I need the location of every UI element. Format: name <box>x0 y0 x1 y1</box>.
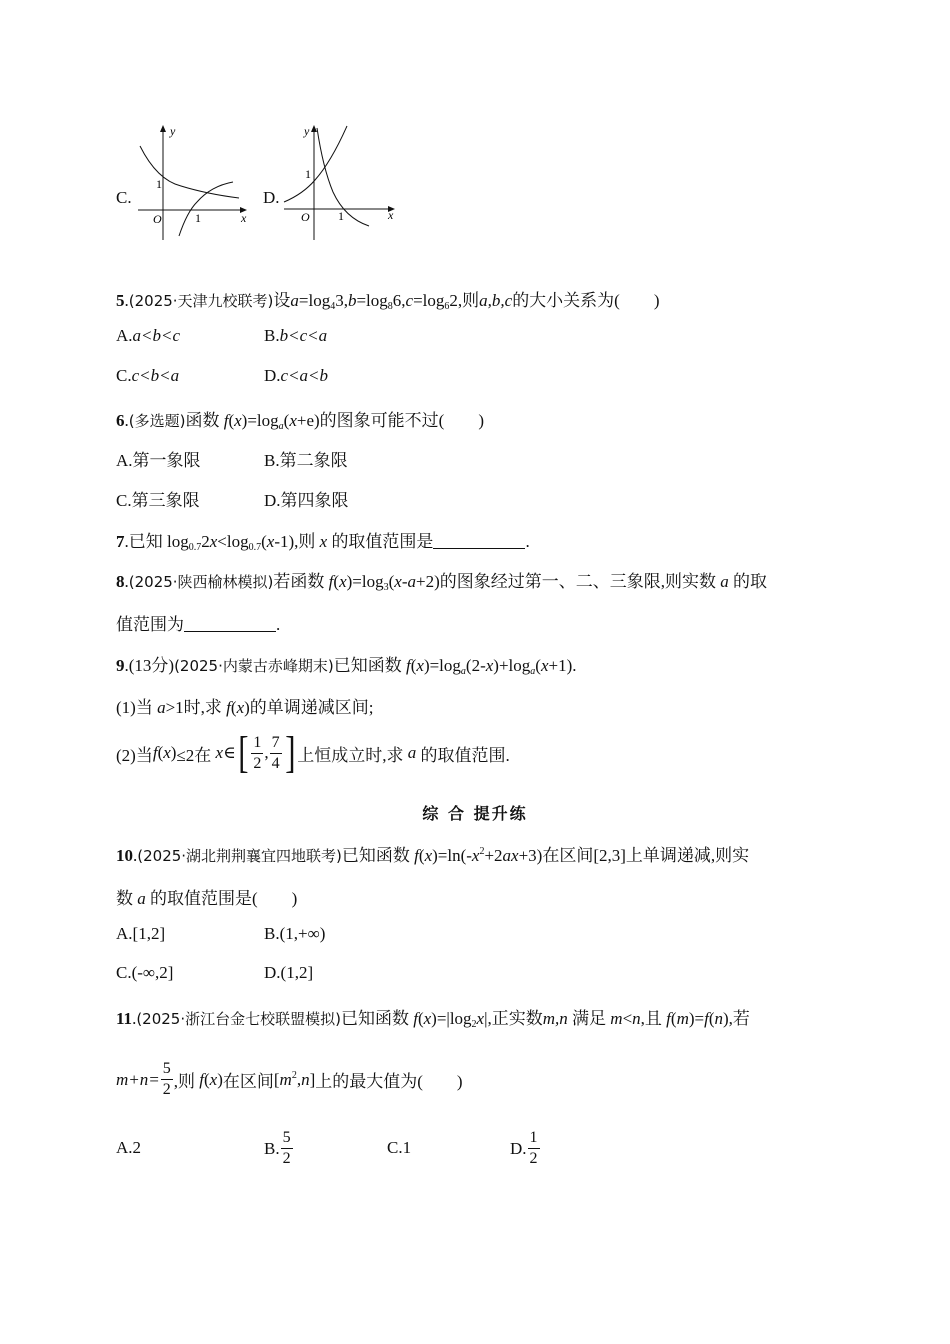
fraction-one-half-option <box>528 1130 540 1167</box>
fraction-denominator: 2 <box>253 754 262 772</box>
question-11-vars: m,n <box>542 1009 568 1028</box>
q10-option-a[interactable]: A.[1,2] <box>116 924 166 943</box>
d-x-one-label: 1 <box>338 209 344 223</box>
fraction-five-halves <box>161 1061 173 1098</box>
question-5-then: ,则 <box>457 291 480 310</box>
fraction-numerator: 1 <box>528 1130 540 1149</box>
question-5-vars: a,b,c <box>479 291 513 310</box>
question-8-text: 若函数 <box>273 572 325 591</box>
question-7-stem <box>116 527 530 552</box>
question-5-tail: 的大小关系为( ) <box>512 291 660 310</box>
question-8-line1-end: 的取 <box>732 572 767 591</box>
question-8-line2 <box>116 610 280 635</box>
question-11-mid: ,正实数 <box>487 1009 543 1028</box>
question-11-satisfy: 满足 <box>572 1009 607 1028</box>
question-9-number: 9 <box>116 656 125 675</box>
q5-option-b-label: B. <box>264 326 280 345</box>
d-origin-label: O <box>301 210 310 224</box>
question-9-part-2-in: ∈ <box>223 743 236 762</box>
q11-option-c[interactable]: C.1 <box>387 1138 412 1157</box>
question-8-end: . <box>276 615 281 634</box>
question-9-score: (13分) <box>128 656 175 675</box>
left-bracket: [ <box>237 728 249 777</box>
q5-option-a-label: A. <box>116 326 133 345</box>
question-10-number: 10 <box>116 846 133 865</box>
question-5-stem <box>116 286 660 311</box>
q11-option-b[interactable] <box>264 1130 294 1167</box>
question-11-and: ,且 <box>640 1009 662 1028</box>
question-7-then: ,则 <box>294 532 316 551</box>
question-7-number: 7 <box>116 532 125 551</box>
question-9-text: 已知函数 <box>333 656 402 675</box>
question-9-part-1-cond: >1时,求 <box>165 698 222 717</box>
question-6-stem <box>116 406 484 431</box>
question-7-end: . <box>525 532 530 551</box>
q5-option-d[interactable] <box>264 366 328 386</box>
question-11-in-interval: 在区间 <box>222 1072 274 1091</box>
c-y-axis-label: y <box>170 124 176 138</box>
question-7-tail: 的取值范围是 <box>331 532 434 551</box>
q6-option-a[interactable]: A.第一象限 <box>116 451 201 470</box>
question-10-text: 已知函数 <box>341 846 410 865</box>
right-bracket: ] <box>284 728 296 777</box>
question-9-dot: . <box>124 656 129 675</box>
fraction-denominator: 2 <box>529 1150 538 1167</box>
question-8-source: (2025·陕西榆林模拟) <box>128 573 274 591</box>
fraction-numerator: 5 <box>281 1130 293 1149</box>
question-6-text: 函数 <box>185 411 220 430</box>
q6-option-b[interactable]: B.第二象限 <box>264 451 348 470</box>
question-5-dot: . <box>124 291 129 310</box>
c-origin-label: O <box>153 212 162 226</box>
question-9-part-2-func: f(x) <box>152 743 177 762</box>
question-9-source: (2025·内蒙古赤峰期末) <box>174 657 334 675</box>
question-8-formula: $f(x)=\log_3(x-a+2)$ <box>328 572 440 593</box>
q10-option-d[interactable]: D.(1,2] <box>264 963 314 982</box>
q6-option-d[interactable]: D.第四象限 <box>264 491 349 510</box>
question-8-stem <box>116 567 767 592</box>
question-11-sum: m+n= <box>116 1069 160 1089</box>
fraction-numerator: 7 <box>270 735 282 754</box>
q5-option-c-value: c<b<a <box>131 366 180 385</box>
question-8-dot: . <box>124 572 129 591</box>
question-9-part-1 <box>116 693 374 718</box>
q10-option-b[interactable]: B.(1,+∞) <box>264 924 326 943</box>
fraction-numerator: 5 <box>161 1061 173 1080</box>
question-11-line2-tail: 上的最大值为( ) <box>315 1072 463 1091</box>
question-8-line1-tail: 的图象经过第一、二、三象限,则实数 <box>439 572 716 591</box>
question-11-text: 已知函数 <box>340 1009 409 1028</box>
question-9-part-2-pre: (2)当 <box>116 745 153 765</box>
question-5-text: 设 <box>273 291 291 310</box>
question-10-line1-tail: 在区间[2,3]上单调递减,则实 <box>542 846 750 865</box>
fraction-seven-quarters <box>270 735 282 772</box>
question-9-end: . <box>572 656 577 675</box>
section-title: 综 合 提升练 <box>422 804 528 823</box>
question-11-then: ,则 <box>173 1072 195 1091</box>
option-c-label: C. <box>116 188 132 207</box>
question-6-tail: 的图象可能不过( ) <box>319 411 484 430</box>
question-10-line2-pre: 数 <box>116 889 133 908</box>
graph-d <box>281 122 399 244</box>
question-11-stem <box>116 1004 750 1029</box>
question-11-interval: $[m^2,n]$ <box>273 1069 316 1089</box>
q5-option-b-value: b<c<a <box>279 326 328 345</box>
question-5-source: (2025·天津九校联考) <box>128 292 274 310</box>
q5-option-c[interactable] <box>116 366 179 386</box>
q11-option-d[interactable] <box>510 1130 541 1167</box>
question-8-line2-text: 值范围为 <box>116 615 184 634</box>
question-5-number: 5 <box>116 291 125 310</box>
c-x-axis-label: x <box>241 211 247 225</box>
question-11-number: 11 <box>116 1009 133 1028</box>
question-10-var: a <box>133 889 150 908</box>
q5-option-a[interactable] <box>116 326 180 346</box>
question-6-dot: . <box>124 411 129 430</box>
question-10-formula: $f(x)=\ln(-x^2+2ax+3)$ <box>414 846 543 865</box>
question-8-number: 8 <box>116 572 125 591</box>
question-9-part-1-pre: (1)当 <box>116 698 153 717</box>
q10-option-c[interactable]: C.(-∞,2] <box>116 963 174 982</box>
option-d-label: D. <box>263 188 280 207</box>
question-10-source: (2025·湖北荆荆襄宜四地联考) <box>137 847 342 865</box>
question-9-part-2-mid: ≤2在 <box>176 745 212 765</box>
question-11-dot: . <box>132 1009 137 1028</box>
q11-option-b-label: B. <box>264 1138 280 1158</box>
question-9-part-1-var: a <box>152 698 166 717</box>
fraction-denominator: 2 <box>162 1081 171 1098</box>
d-x-axis-label: x <box>388 208 394 222</box>
question-10-dot: . <box>133 846 138 865</box>
interval-comma: , <box>264 743 269 762</box>
q5-option-b[interactable] <box>264 326 327 346</box>
question-9-stem <box>116 651 577 676</box>
d-y-one-label: 1 <box>305 167 311 181</box>
graph-c <box>135 122 250 244</box>
question-10-line2 <box>116 884 297 909</box>
c-x-one-label: 1 <box>195 211 201 225</box>
question-11-cond: m<n <box>610 1009 641 1028</box>
question-6-number: 6 <box>116 411 125 430</box>
question-7-var: x <box>315 532 332 551</box>
question-9-part-2-tail: 上恒成立时,求 <box>297 745 404 765</box>
question-5-formula: $a=\log_43,b=\log_86,c=\log_62$ <box>290 291 458 312</box>
question-10-line2-tail: 的取值范围是( ) <box>150 889 298 908</box>
question-7-text: .已知 <box>124 532 163 551</box>
fraction-denominator: 4 <box>271 754 280 772</box>
question-11-source: (2025·浙江台金七校联盟模拟) <box>136 1010 341 1028</box>
question-11-if: ,若 <box>728 1009 750 1028</box>
q6-option-c[interactable]: C.第三象限 <box>116 491 200 510</box>
question-10-stem <box>116 841 749 866</box>
question-6-source: (多选题) <box>128 412 186 430</box>
question-11-line2 <box>116 1061 463 1098</box>
question-7-answer-blank[interactable] <box>433 534 525 549</box>
q11-option-d-label: D. <box>510 1138 527 1158</box>
question-8-var: a <box>715 572 733 591</box>
q11-option-a[interactable]: A.2 <box>116 1138 142 1157</box>
c-y-one-label: 1 <box>156 177 162 191</box>
question-7-formula: $\log_{0.7}2x<\log_{0.7}(x-1)$ <box>162 532 295 553</box>
question-9-part-1-tail: 的单调递减区间; <box>249 698 374 717</box>
question-9-part-2-end: 的取值范围. <box>420 745 510 765</box>
d-y-axis-label: y <box>304 124 310 138</box>
question-8-answer-blank[interactable] <box>184 617 276 632</box>
fraction-numerator: 1 <box>251 735 263 754</box>
question-9-part-2-var-a: a <box>403 743 421 762</box>
question-9-part-2 <box>116 728 510 777</box>
question-11-func: f(x) <box>199 1069 223 1089</box>
q5-option-c-label: C. <box>116 366 132 385</box>
fraction-denominator: 2 <box>282 1150 291 1167</box>
q5-option-d-value: c<a<b <box>280 366 329 385</box>
q5-option-a-value: a<b<c <box>132 326 181 345</box>
question-9-formula: $f(x)=\log_a(2-x)+\log_a(x+1)$ <box>405 656 573 677</box>
question-11-formula: $f(x)=|\log_2x|$ <box>413 1009 488 1030</box>
fraction-five-halves-option <box>281 1130 293 1167</box>
question-9-part-2-var: x <box>211 743 224 762</box>
q5-option-d-label: D. <box>264 366 281 385</box>
question-11-equal: f(m)=f(n) <box>666 1009 729 1028</box>
question-9-part-1-func: f(x) <box>226 698 250 717</box>
fraction-one-half <box>251 735 263 772</box>
question-6-formula: $f(x)=\log_a(x+e)$ <box>223 411 320 432</box>
